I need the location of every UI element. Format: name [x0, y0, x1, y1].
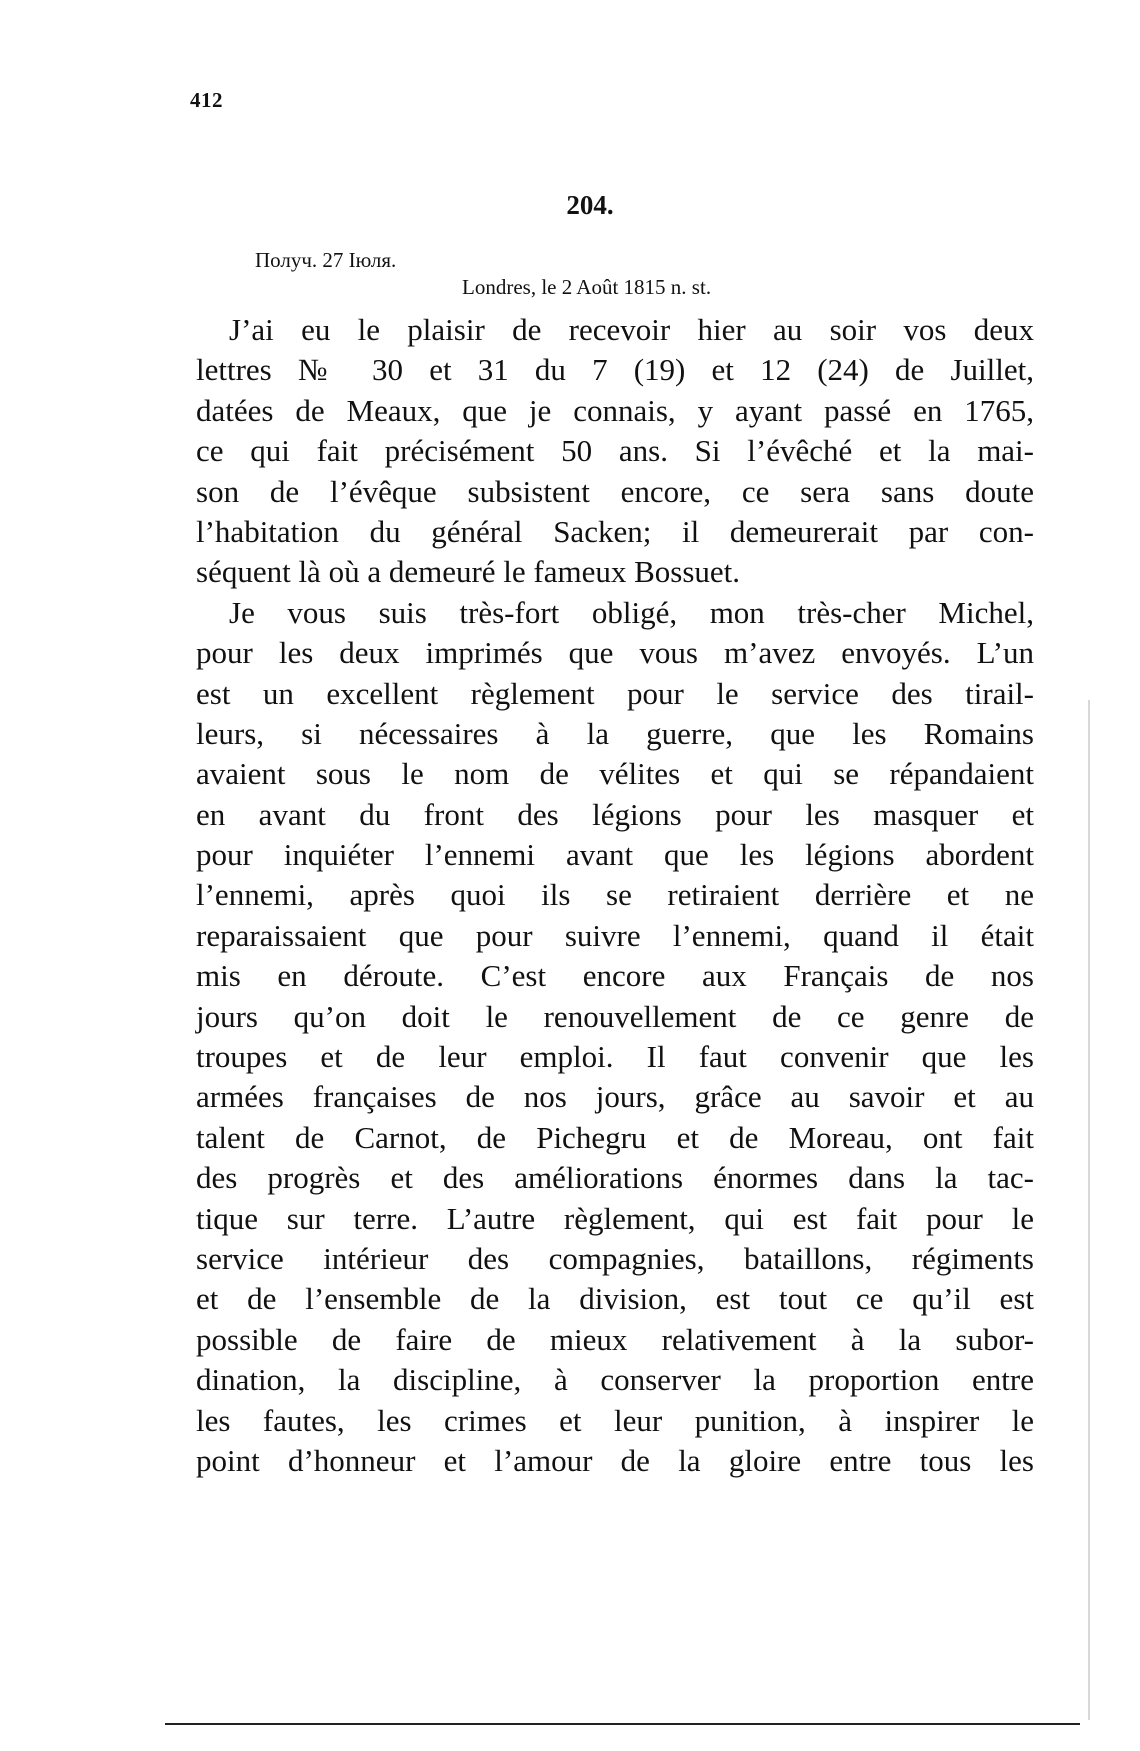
text-line: avaient sous le nom de vélites et qui se répandaient	[196, 756, 1034, 792]
text-line: reparaissaient que pour suivre l’ennemi, quand il était	[196, 917, 1034, 953]
text-line: tique sur terre. L’autre règlement, qui est fait pour le	[196, 1200, 1034, 1236]
text-line: service intérieur des compagnies, bataillons, régiments	[196, 1240, 1034, 1276]
text-line: les fautes, les crimes et leur punition, à inspirer le	[196, 1402, 1034, 1438]
text-line: est un excellent règlement pour le service des tirail-	[196, 675, 1034, 711]
text-line: lettres № 30 et 31 du 7 (19) et 12 (24) de Juillet,	[196, 352, 1034, 388]
dateline: Londres, le 2 Août 1815 n. st.	[462, 275, 712, 299]
text-line: son de l’évêque subsistent encore, ce sera sans doute	[196, 473, 1034, 509]
text-line: datées de Meaux, que je connais, y ayant passé en 1765,	[196, 392, 1034, 428]
letter-number: 204.	[566, 190, 614, 220]
text-line: Je vous suis très-fort obligé, mon très-cher Michel,	[229, 594, 1034, 630]
text-line: séquent là où a demeuré le fameux Bossuet.	[196, 554, 741, 590]
text-line: l’ennemi, après quoi ils se retiraient derrière et ne	[196, 877, 1034, 913]
text-line: l’habitation du général Sacken; il demeurerait par con-	[196, 513, 1034, 549]
text-line: en avant du front des légions pour les masquer et	[196, 796, 1034, 832]
text-line: dination, la discipline, à conserver la proportion entre	[196, 1362, 1034, 1398]
text-line: des progrès et des améliorations énormes dans la tac-	[196, 1160, 1034, 1196]
text-line: talent de Carnot, de Pichegru et de Moreau, ont fait	[196, 1119, 1034, 1155]
text-line: point d’honneur et l’amour de la gloire entre tous les	[196, 1442, 1034, 1478]
bottom-rule	[165, 1723, 1080, 1725]
text-line: J’ai eu le plaisir de recevoir hier au soir vos deux	[229, 312, 1034, 347]
text-line: pour inquiéter l’ennemi avant que les légions abordent	[196, 837, 1034, 873]
scan-edge-line	[1088, 700, 1090, 1720]
received-note: Получ. 27 Іюля.	[255, 248, 397, 272]
text-line: pour les deux imprimés que vous m’avez envoyés. L’un	[196, 635, 1034, 671]
text-line: et de l’ensemble de la division, est tout ce qu’il est	[196, 1281, 1034, 1317]
letter-body	[196, 310, 1034, 1481]
text-line: armées françaises de nos jours, grâce au savoir et au	[196, 1079, 1034, 1115]
text-line: troupes et de leur emploi. Il faut convenir que les	[196, 1039, 1034, 1075]
text-line: leurs, si nécessaires à la guerre, que les Romains	[196, 715, 1034, 751]
text-line: ce qui fait précisément 50 ans. Si l’évêché et la mai-	[196, 433, 1034, 469]
text-line: mis en déroute. C’est encore aux Français de nos	[196, 958, 1034, 994]
text-line: jours qu’on doit le renouvellement de ce genre de	[196, 998, 1034, 1034]
page-number: 412	[190, 88, 223, 112]
text-line: possible de faire de mieux relativement à la subor-	[196, 1321, 1034, 1357]
